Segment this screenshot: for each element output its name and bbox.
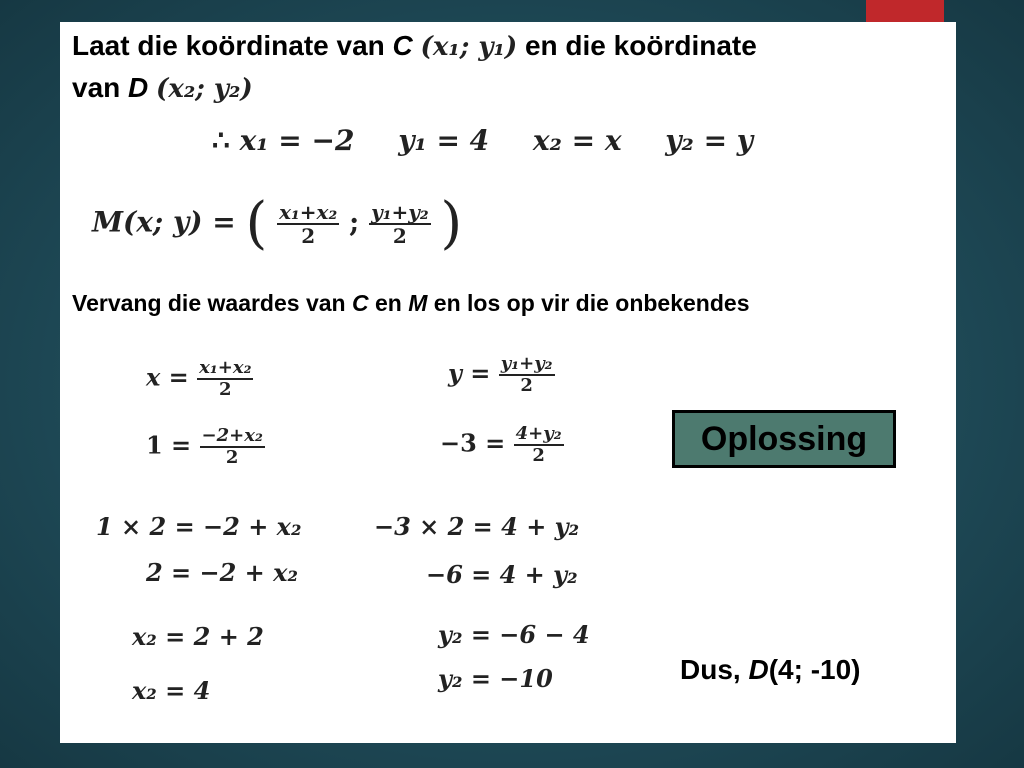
intro-text-3: van [72, 72, 121, 103]
result-coords: (4; -10) [768, 654, 861, 685]
given-x1: x₁ = −2 [239, 124, 355, 157]
right-step-3: −3 × 2 = 4 + y₂ [374, 512, 580, 541]
given-x2: x₂ = x [532, 124, 622, 157]
right-step-5: y₂ = −6 − 4 [438, 620, 590, 649]
intro-line-1 [72, 30, 757, 62]
left-step-2: 1 = $\frac{\text{−2+x₂}}{2}$ [146, 425, 263, 468]
left-step-6: x₂ = 4 [132, 676, 211, 705]
coord-d: (x₂; y₂) [156, 74, 253, 104]
intro-text-2: en die koördinate [524, 30, 757, 61]
left-step-5: x₂ = 2 + 2 [132, 622, 264, 651]
accent-tab [866, 0, 944, 22]
right-step-4: −6 = 4 + y₂ [426, 560, 578, 589]
left-step-4: 2 = −2 + x₂ [146, 558, 298, 587]
given-y2: y₂ = y [665, 124, 754, 157]
solution-label: Oplossing [700, 419, 868, 458]
midpoint-separator: ; [348, 205, 360, 239]
left-step-3: 1 × 2 = −2 + x₂ [96, 512, 302, 541]
left-step-1: x = $\frac{\text{x₁+x₂}}{2}$ [146, 357, 252, 400]
midpoint-y-fraction: $\frac{\text{y₁+y₂}}{2}$ [371, 200, 429, 248]
intro-line-2 [72, 72, 253, 104]
given-y1: y₁ = 4 [398, 124, 490, 157]
intro-text-1: Laat die koördinate van [72, 30, 385, 61]
right-step-2: −3 = $\frac{\text{4+y₂}}{2}$ [440, 423, 562, 466]
right-step-6: y₂ = −10 [438, 664, 553, 693]
result-prefix: Dus, [680, 654, 741, 685]
therefore-symbol: ∴ [212, 124, 230, 157]
point-d-label: D [128, 72, 149, 103]
right-step-1: y = $\frac{\text{y₁+y₂}}{2}$ [448, 353, 553, 396]
solution-box [672, 410, 896, 468]
midpoint-formula: M(x; y) = ( $\frac{\text{x₁+x₂}}{2}$ ; $\frac{\text{y₁+y₂}}{2}$ ) [92, 191, 463, 256]
midpoint-lhs: M(x; y) = [92, 205, 236, 239]
coord-c: (x₁; y₁) [420, 32, 518, 62]
point-c-label: C [392, 30, 413, 61]
result [680, 654, 861, 686]
instruction: Vervang die waardes van C en M en los op vir die onbekendes [72, 290, 750, 316]
result-point: D [748, 654, 769, 685]
given-values [212, 124, 753, 157]
midpoint-x-fraction: $\frac{\text{x₁+x₂}}{2}$ [279, 200, 338, 248]
